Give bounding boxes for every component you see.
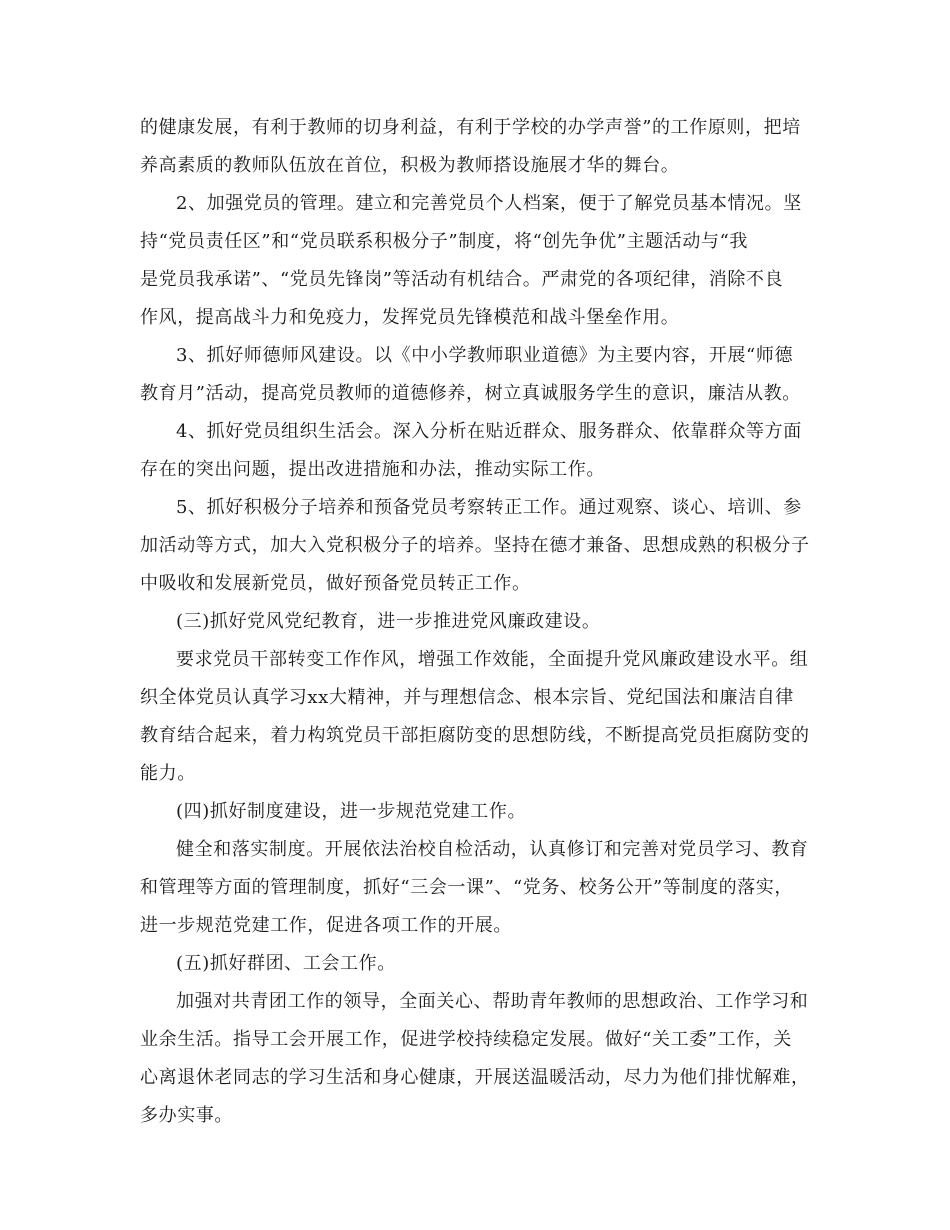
text-line: 作风，提高战斗力和免疫力，发挥党员先锋模范和战斗堡垒作用。 <box>140 307 680 328</box>
section-heading: (五)抓好群团、工会工作。 <box>176 953 396 974</box>
text-line: 持“党员责任区”和“党员联系积极分子”制度，将“创先争优”主题活动与“我 <box>140 231 749 252</box>
text-line: 3、抓好师德师风建设。以《中小学教师职业道德》为主要内容，开展“师德 <box>176 345 794 366</box>
text-line: 5、抓好积极分子培养和预备党员考察转正工作。通过观察、谈心、培训、参 <box>176 497 802 518</box>
text-line: 心离退休老同志的学习生活和身心健康，开展送温暖活动，尽力为他们排忧解难， <box>140 1067 810 1088</box>
text-line: 要求党员干部转变工作作风，增强工作效能，全面提升党风廉政建设水平。组 <box>176 649 809 670</box>
section-heading: (三)抓好党风党纪教育，进一步推进党风廉政建设。 <box>176 611 601 632</box>
text-line: 能力。 <box>140 763 196 784</box>
text-line: 是党员我承诺”、“党员先锋岗”等活动有机结合。严肃党的各项纪律，消除不良 <box>140 269 784 290</box>
text-line: 加活动等方式，加大入党积极分子的培养。坚持在德才兼备、思想成熟的积极分子 <box>140 535 810 556</box>
text-line: 和管理等方面的管理制度，抓好“三会一课”、“党务、校务公开”等制度的落实， <box>140 877 794 898</box>
text-line: 养高素质的教师队伍放在首位，积极为教师搭设施展才华的舞台。 <box>140 155 680 176</box>
text-line: 业余生活。指导工会开展工作，促进学校持续稳定发展。做好“关工委”工作，关 <box>140 1029 793 1050</box>
text-line: 织全体党员认真学习xx大精神，并与理想信念、根本宗旨、党纪国法和廉洁自律 <box>140 687 794 708</box>
text-line: 进一步规范党建工作，促进各项工作的开展。 <box>140 915 512 936</box>
text-line: 中吸收和发展新党员，做好预备党员转正工作。 <box>140 573 531 594</box>
section-heading: (四)抓好制度建设，进一步规范党建工作。 <box>176 801 527 822</box>
text-line: 存在的突出问题，提出改进措施和办法，推动实际工作。 <box>140 459 605 480</box>
text-line: 多办实事。 <box>140 1105 233 1126</box>
text-line: 4、抓好党员组织生活会。深入分析在贴近群众、服务群众、依靠群众等方面 <box>176 421 802 442</box>
text-line: 2、加强党员的管理。建立和完善党员个人档案，便于了解党员基本情况。坚 <box>176 193 802 214</box>
text-line: 加强对共青团工作的领导，全面关心、帮助青年教师的思想政治、工作学习和 <box>176 991 809 1012</box>
text-line: 的健康发展，有利于教师的切身利益，有利于学校的办学声誉”的工作原则，把培 <box>140 117 801 138</box>
text-line: 教育月”活动，提高党员教师的道德修养，树立真诚服务学生的意识，廉洁从教。 <box>140 383 801 404</box>
text-line: 教育结合起来，着力构筑党员干部拒腐防变的思想防线，不断提高党员拒腐防变的 <box>140 725 810 746</box>
text-line: 健全和落实制度。开展依法治校自检活动，认真修订和完善对党员学习、教育 <box>176 839 809 860</box>
